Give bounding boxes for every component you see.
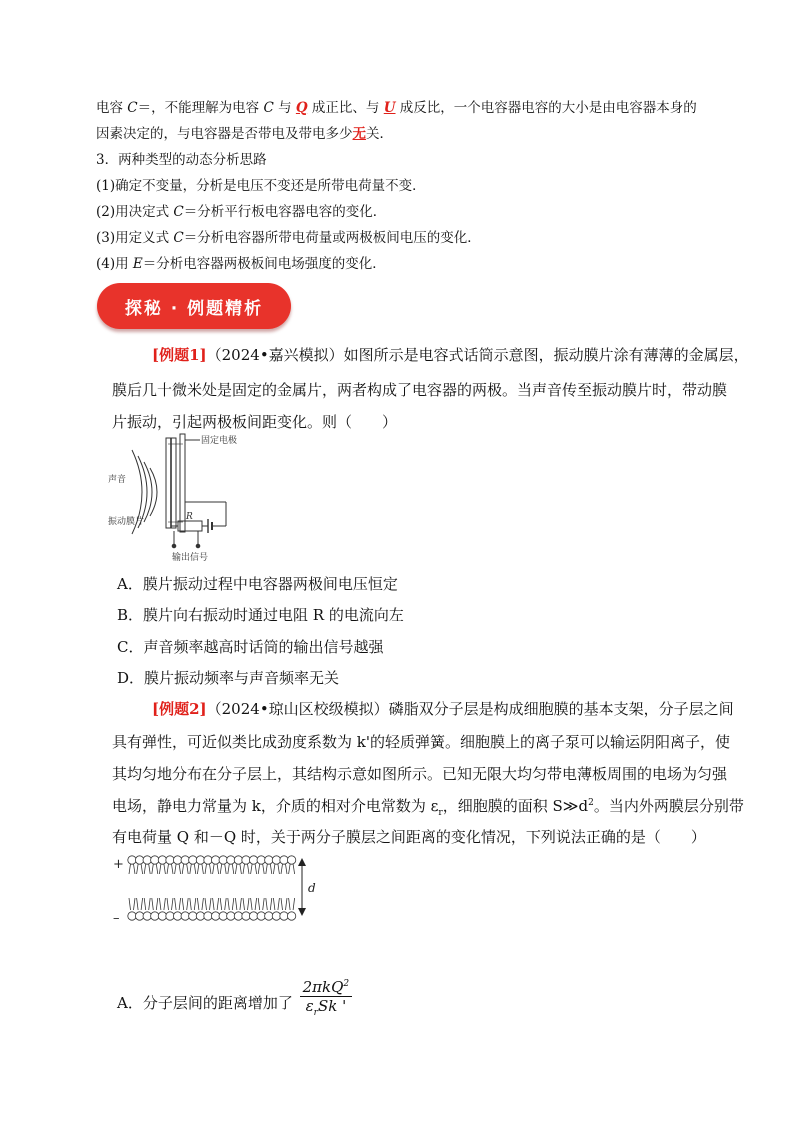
lipid-head xyxy=(158,912,166,920)
circuit xyxy=(171,440,226,548)
section-banner-label: 探秘 · 例题精析 xyxy=(124,299,264,319)
lipid-tail xyxy=(205,864,211,874)
intro-line-2: 因素决定的，与电容器是否带电及带电多少无关． xyxy=(96,126,393,142)
lipid-head xyxy=(143,856,151,864)
lipid-head xyxy=(211,856,219,864)
lipid-tail xyxy=(129,864,135,874)
lipid-tail xyxy=(235,898,241,910)
lipid-tail xyxy=(258,864,264,874)
lipid-head xyxy=(280,912,288,920)
lipid-head xyxy=(196,856,204,864)
analysis-item-1: (1)确定不变量，分析是电压不变还是所带电荷量不变． xyxy=(96,178,426,194)
lipid-head xyxy=(242,912,250,920)
lipid-tail xyxy=(197,864,203,874)
analysis-item-2: (2)用决定式 C＝分析平行板电容器电容的变化． xyxy=(96,204,387,220)
lipid-head xyxy=(173,856,181,864)
lipid-head xyxy=(234,856,242,864)
label-minus: – xyxy=(113,911,120,926)
heading-3: 3．两种类型的动态分析思路 xyxy=(96,152,267,168)
lipid-head xyxy=(135,856,143,864)
lipid-head xyxy=(166,912,174,920)
example1-tag: [例题1] xyxy=(152,346,207,364)
lipid-head xyxy=(287,856,295,864)
analysis-item-4: (4)用 E＝分析电容器两极板间电场强度的变化． xyxy=(96,256,386,272)
lipid-tail xyxy=(167,898,173,910)
lipid-tail xyxy=(197,898,203,910)
lipid-tail xyxy=(251,864,257,874)
label-resistor: R xyxy=(186,512,193,522)
lipid-head xyxy=(249,912,257,920)
lipid-head xyxy=(249,856,257,864)
lipid-head xyxy=(158,856,166,864)
lipid-tail xyxy=(281,864,287,874)
example2-line-4: 电场，静电力常量为 k，介质的相对介电常数为 $\varepsilon_r$，细胞膜的面积 $S≫d^2$。当内外两膜层分别带 xyxy=(112,797,744,818)
lipid-head xyxy=(219,856,227,864)
example2-option-a[interactable]: A．分子层间的距离增加了 $\frac{2\pi kQ^2}{\varepsilon_rSk '}$ xyxy=(117,984,352,1024)
lipid-tail xyxy=(266,864,272,874)
lipid-head xyxy=(181,856,189,864)
lipid-head xyxy=(196,912,204,920)
lipid-tail xyxy=(159,898,165,910)
example1-line-2: 膜后几十微米处是固定的金属片，两者构成了电容器的两极。当声音传至振动膜片时，带动膜 xyxy=(112,381,728,399)
section-banner xyxy=(97,283,291,329)
lipid-head xyxy=(204,912,212,920)
example1-option-d[interactable]: D．膜片振动频率与声音频率无关 xyxy=(117,669,340,687)
lipid-tail xyxy=(144,864,150,874)
lipid-tail xyxy=(175,898,181,910)
distance-arrow xyxy=(298,858,306,916)
option-a-fraction: $\frac{2\pi kQ^2}{\varepsilon_rSk '}$ xyxy=(300,978,353,1018)
label-membrane: 振动膜片 xyxy=(108,517,145,527)
lipid-tail xyxy=(228,864,234,874)
lipid-tail xyxy=(190,898,196,910)
lipid-bilayer-diagram xyxy=(110,848,330,928)
lipid-head xyxy=(151,856,159,864)
lipid-head xyxy=(227,912,235,920)
example1-option-c[interactable]: C．声音频率越高时话筒的输出信号越强 xyxy=(117,638,384,656)
outer-layer xyxy=(128,856,296,874)
lipid-tail xyxy=(220,864,226,874)
u-highlight: U xyxy=(383,100,396,116)
lipid-head xyxy=(265,856,273,864)
lipid-head xyxy=(151,912,159,920)
lipid-head xyxy=(257,912,265,920)
lipid-tail xyxy=(213,864,219,874)
lipid-head xyxy=(189,912,197,920)
lipid-tail xyxy=(137,864,143,874)
lipid-head xyxy=(272,856,280,864)
example1-line-1: [例题1]（2024•嘉兴模拟）如图所示是电容式话筒示意图，振动膜片涂有薄薄的金属层， xyxy=(152,346,749,364)
lipid-head xyxy=(272,912,280,920)
analysis-item-3: (3)用定义式 C＝分析电容器所带电荷量或两极板间电压的变化． xyxy=(96,230,481,246)
label-sound: 声音 xyxy=(108,475,127,485)
lipid-tail xyxy=(243,898,249,910)
lipid-head xyxy=(211,912,219,920)
q-highlight: Q xyxy=(295,100,308,116)
lipid-head xyxy=(219,912,227,920)
example2-line-1: [例题2]（2024•琼山区校级模拟）磷脂双分子层是构成细胞膜的基本支架，分子层之间 xyxy=(152,700,734,718)
lipid-tail xyxy=(235,864,241,874)
inner-layer xyxy=(128,898,296,920)
lipid-head xyxy=(242,856,250,864)
lipid-head xyxy=(128,856,136,864)
lipid-head xyxy=(181,912,189,920)
lipid-tail xyxy=(281,898,287,910)
lipid-head xyxy=(227,856,235,864)
lipid-head xyxy=(135,912,143,920)
lipid-tail xyxy=(175,864,181,874)
lipid-tail xyxy=(152,864,158,874)
lipid-tail xyxy=(190,864,196,874)
lipid-tail xyxy=(243,864,249,874)
label-fixed-electrode: 固定电极 xyxy=(201,436,238,446)
lipid-head xyxy=(166,856,174,864)
lipid-tail xyxy=(167,864,173,874)
lipid-tail xyxy=(251,898,257,910)
lipid-tail xyxy=(137,898,143,910)
example2-line-2: 具有弹性，可近似类比成劲度系数为 k'的轻质弹簧。细胞膜上的离子泵可以输运阴阳离子，使 xyxy=(112,733,730,751)
example1-line-3: 片振动，引起两极板间距变化。则（ ） xyxy=(112,413,398,431)
lipid-head xyxy=(128,912,136,920)
lipid-tail xyxy=(213,898,219,910)
lipid-head xyxy=(173,912,181,920)
lipid-tail xyxy=(258,898,264,910)
lipid-tail xyxy=(289,864,295,874)
lipid-head xyxy=(143,912,151,920)
lipid-head xyxy=(265,912,273,920)
lipid-tail xyxy=(152,898,158,910)
lipid-tail xyxy=(289,898,295,910)
lipid-head xyxy=(280,856,288,864)
example2-tag: [例题2] xyxy=(152,700,207,718)
lipid-head xyxy=(257,856,265,864)
lipid-tail xyxy=(182,864,188,874)
lipid-tail xyxy=(144,898,150,910)
lipid-head xyxy=(189,856,197,864)
example2-line-3: 其均匀地分布在分子层上，其结构示意如图所示。已知无限大均匀带电薄板周围的电场为匀强 xyxy=(112,765,728,783)
label-d: d xyxy=(308,881,316,895)
label-plus: + xyxy=(113,857,124,872)
intro-line-1: 电容 C＝，不能理解为电容 C 与 Q 成正比、与 U 成反比，一个电容器电容的大小是由电容器本身的 xyxy=(96,100,697,116)
lipid-tail xyxy=(228,898,234,910)
example2-line-5: 有电荷量 Q 和－Q 时，关于两分子膜层之间距离的变化情况，下列说法正确的是（ ） xyxy=(112,828,706,846)
wu-highlight: 无 xyxy=(352,126,366,142)
label-output-signal: 输出信号 xyxy=(172,553,209,563)
membrane-and-plate xyxy=(166,434,185,532)
lipid-tail xyxy=(205,898,211,910)
example1-option-a[interactable]: A．膜片振动过程中电容器两极间电压恒定 xyxy=(117,575,398,593)
lipid-tail xyxy=(220,898,226,910)
lipid-head xyxy=(287,912,295,920)
lipid-tail xyxy=(159,864,165,874)
lipid-head xyxy=(204,856,212,864)
resistor xyxy=(178,521,202,531)
microphone-diagram xyxy=(108,430,278,565)
lipid-tail xyxy=(129,898,135,910)
lipid-tail xyxy=(182,898,188,910)
lipid-head xyxy=(234,912,242,920)
example1-option-b[interactable]: B．膜片向右振动时通过电阻 R 的电流向左 xyxy=(117,606,404,624)
lipid-tail xyxy=(273,898,279,910)
lipid-tail xyxy=(266,898,272,910)
lipid-tail xyxy=(273,864,279,874)
